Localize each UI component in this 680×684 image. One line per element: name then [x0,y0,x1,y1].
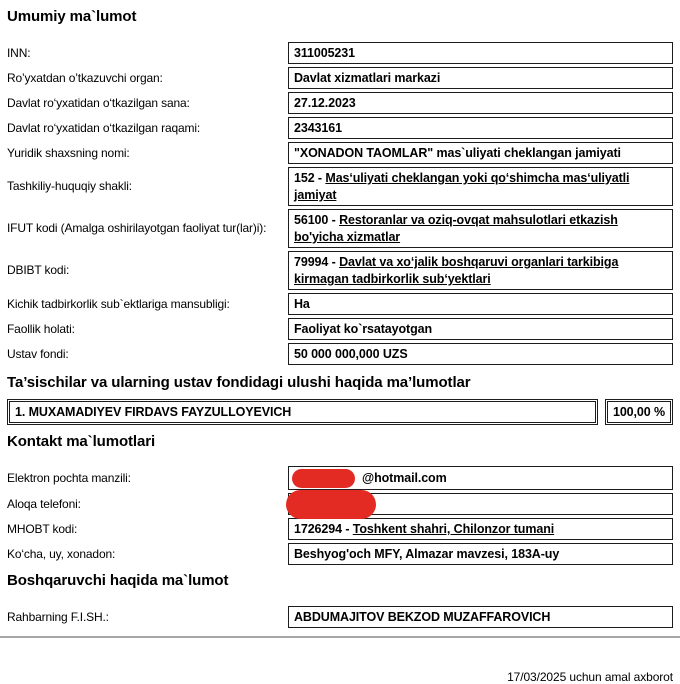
info-row-activity-status [7,318,673,340]
section-title-contacts: Kontakt ma`lumotlari [7,433,156,450]
field-label-address: Ko‘cha, uy, xonadon: [7,546,116,561]
value-box-legal-name: "XONADON TAOMLAR" mas`uliyati cheklangan jamiyati [288,142,673,164]
value-box-email [288,466,673,490]
value-box-dbibt [288,251,673,290]
info-row-small-business [7,293,673,315]
value-box-reg-number: 2343161 [288,117,673,139]
mhobt-link[interactable]: Toshkent shahri, Chilonzor tumani [352,522,555,536]
founder-name: 1. MUXAMADIYEV FIRDAVS FAYZULLOYEVICH [9,401,596,423]
field-label-email: Elektron pochta manzili: [7,470,131,485]
info-row-legal-form [7,167,673,206]
manager-rows [7,606,673,628]
field-label-registrar: Ro’yxatdan o’tkazuvchi organ: [7,70,163,85]
redaction-block-email [292,469,355,488]
field-label-reg-date: Davlat ro‘yxatidan o‘tkazilgan sana: [7,95,190,110]
divider [0,636,680,638]
info-row-email [7,466,673,490]
field-label-legal-name: Yuridik shaxsning nomi: [7,145,130,160]
founder-name-cell [7,399,598,425]
field-label-phone: Aloqa telefoni: [7,496,81,511]
info-row-legal-name [7,142,673,164]
value-box-inn: 311005231 [288,42,673,64]
section-title-manager: Boshqaruvchi haqida ma`lumot [7,572,229,589]
section-title-founders: Ta’sischilar va ularning ustav fondidagi ulushi haqida ma’lumotlar [7,374,471,391]
value-box-ifut [288,209,673,248]
ifut-link[interactable]: Restoranlar va oziq-ovqat mahsulotlari etkazish bo'yicha xizmatlar [294,213,618,244]
value-box-activity-status: Faoliyat ko`rsatayotgan [288,318,673,340]
redaction-block-phone [286,490,376,519]
value-box-charter-fund: 50 000 000,000 UZS [288,343,673,365]
founder-share-cell [605,399,673,425]
legal-form-link[interactable]: Mas‘uliyati cheklangan yoki qo‘shimcha mas‘uliyatli jamiyat [294,171,630,202]
field-label-activity-status: Faollik holati: [7,321,75,336]
report-date: 17/03/2025 uchun amal axborot [507,670,673,684]
field-label-legal-form: Tashkiliy-huquqiy shakli: [7,179,132,193]
field-label-reg-number: Davlat ro‘yxatidan o‘tkazilgan raqami: [7,120,201,135]
founder-row [7,399,673,425]
email-domain: @hotmail.com [362,471,447,485]
info-row-address [7,543,673,565]
value-box-phone [288,493,673,515]
dbibt-link[interactable]: Davlat va xo‘jalik boshqaruvi organlari tarkibiga kirmagan tadbirkorlik sub‘yektlari [294,255,619,286]
value-box-reg-date: 27.12.2023 [288,92,673,114]
founder-share: 100,00 % [607,401,671,423]
info-row-mhobt [7,518,673,540]
field-label-director: Rahbarning F.I.SH.: [7,609,109,624]
info-row-director [7,606,673,628]
field-label-dbibt: DBIBT kodi: [7,263,70,277]
info-row-charter-fund [7,343,673,365]
info-row-inn [7,42,673,64]
info-row-ifut [7,209,673,248]
value-box-small-business: Ha [288,293,673,315]
contact-rows [7,466,673,565]
info-row-reg-number [7,117,673,139]
mhobt-code: 1726294 - [294,522,353,536]
dbibt-code: 79994 - [294,255,340,269]
field-label-inn: INN: [7,45,31,60]
value-box-address: Beshyog'och MFY, Almazar mavzesi, 183A-uy [288,543,673,565]
value-box-mhobt [288,518,673,540]
value-box-director: ABDUMAJITOV BEKZOD MUZAFFAROVICH [288,606,673,628]
general-rows [7,42,673,365]
field-label-charter-fund: Ustav fondi: [7,346,69,361]
field-label-small-business: Kichik tadbirkorlik sub`ektlariga mansubligi: [7,296,230,311]
info-row-dbibt [7,251,673,290]
info-row-phone [7,493,673,515]
section-title-general: Umumiy ma`lumot [7,8,137,25]
value-box-registrar: Davlat xizmatlari markazi [288,67,673,89]
field-label-ifut: IFUT kodi (Amalga oshirilayotgan faoliyat tur(lar)i): [7,221,267,235]
info-row-reg-date [7,92,673,114]
value-box-legal-form [288,167,673,206]
legal-form-code: 152 - [294,171,326,185]
ifut-code: 56100 - [294,213,340,227]
field-label-mhobt: MHOBT kodi: [7,521,78,536]
info-row-registrar [7,67,673,89]
